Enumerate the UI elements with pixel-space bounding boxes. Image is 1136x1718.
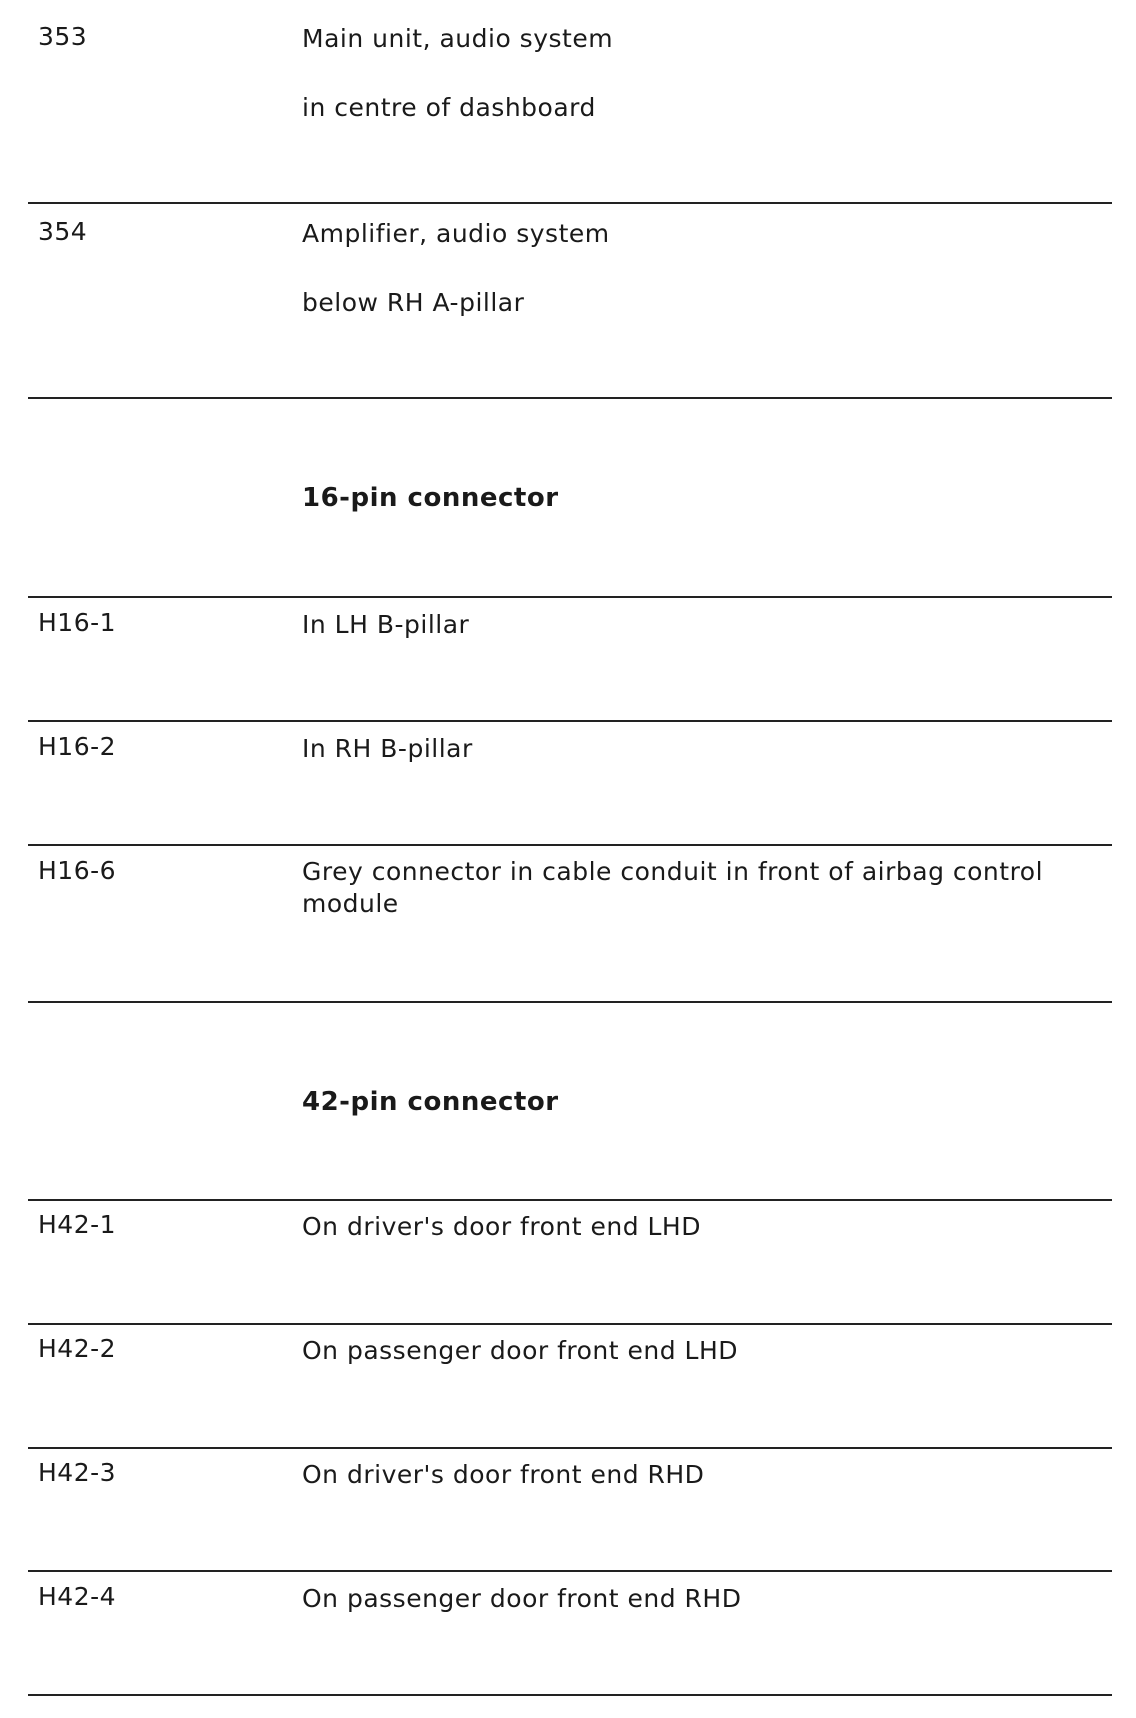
row-divider bbox=[28, 1199, 1112, 1201]
connector-location: On passenger door front end LHD bbox=[302, 1336, 739, 1365]
connector-location: Grey connector in cable conduit in front of airbag control module bbox=[302, 857, 1044, 918]
connector-code: H16-6 bbox=[38, 856, 117, 885]
connector-location: On passenger door front end RHD bbox=[302, 1584, 742, 1613]
component-location: below RH A-pillar bbox=[302, 288, 525, 317]
connector-location: On driver's door front end RHD bbox=[302, 1460, 705, 1489]
row-divider bbox=[28, 1447, 1112, 1449]
section-heading-42-pin: 42-pin connector bbox=[302, 1087, 559, 1117]
component-code: 353 bbox=[38, 22, 88, 51]
component-description bbox=[302, 22, 1102, 124]
connector-code: H42-1 bbox=[38, 1210, 117, 1239]
component-name: Amplifier, audio system bbox=[302, 219, 610, 248]
row-divider bbox=[28, 720, 1112, 722]
row-divider bbox=[28, 1323, 1112, 1325]
connector-code: H42-4 bbox=[38, 1582, 117, 1611]
section-heading-16-pin: 16-pin connector bbox=[302, 483, 559, 513]
row-divider bbox=[28, 202, 1112, 204]
connector-location: On driver's door front end LHD bbox=[302, 1212, 701, 1241]
connector-code: H42-2 bbox=[38, 1334, 117, 1363]
row-divider bbox=[28, 596, 1112, 598]
component-code: 354 bbox=[38, 217, 88, 246]
component-location: in centre of dashboard bbox=[302, 93, 596, 122]
component-description bbox=[302, 217, 1102, 319]
connector-location: In LH B-pillar bbox=[302, 610, 470, 639]
row-divider bbox=[28, 397, 1112, 399]
row-divider bbox=[28, 1570, 1112, 1572]
connector-code: H16-2 bbox=[38, 732, 117, 761]
row-divider bbox=[28, 844, 1112, 846]
connector-code: H42-3 bbox=[38, 1458, 117, 1487]
row-divider bbox=[28, 1001, 1112, 1003]
component-name: Main unit, audio system bbox=[302, 24, 614, 53]
connector-code: H16-1 bbox=[38, 608, 117, 637]
connector-location: In RH B-pillar bbox=[302, 734, 473, 763]
row-divider bbox=[28, 1694, 1112, 1696]
